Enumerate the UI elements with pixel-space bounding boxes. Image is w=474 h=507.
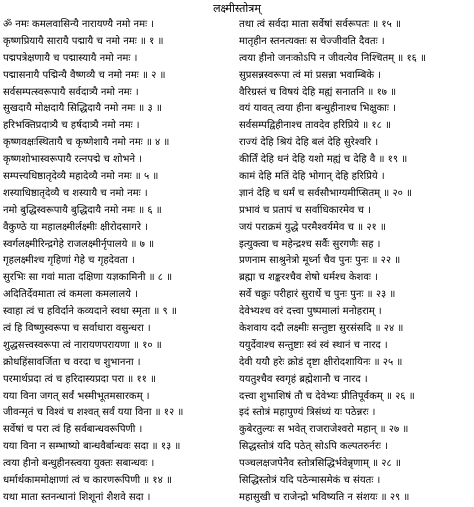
verse-line: जयं पराक्रमं युद्धे परमैश्वर्यमेव च ॥ २१ ॥ [239,221,386,233]
verse-line: केशवाय ददौ लक्ष्मीः सन्तुष्टा सुरसंसदि ॥ २४ ॥ [239,323,404,335]
verse-line: त्वं हि विष्णुस्वरूपा च सर्वाधारा वसुन्धरा । [3,323,151,335]
verse-line: सम्पत्त्यधिष्ठातृदेव्यै महादेव्यै नमो नमः ॥ ५ ॥ [3,171,159,183]
verse-line: देवी ययौ हरेः क्रोडं दृष्टा क्षीरोदशायिनः ॥ २५ ॥ [239,356,403,368]
verse-line: हरिभक्तिप्रदात्र्यै च हर्षदात्र्यै नमो नमः । [3,120,140,132]
verse-line: सिद्धिस्तोत्रं यदि पठेन्मासमेकं च संयतः । [239,475,381,487]
verse-line: देवेभ्यश्च वरं दत्त्वा पुष्पमालां मनोहराम् । [239,306,382,318]
verse-line: वैरिग्रस्तं च विषयं देहि मह्यं सनातनि ॥ १७ ॥ [239,86,397,98]
verse-line: यया विना जगत् सर्वं भस्मीभूतमसारकम् । [3,390,150,402]
verse-line: ब्रह्मा च शङ्करश्चैव शेषो धर्मश्च केशवः । [239,272,378,284]
verse-line: सिद्धस्तोत्रं यदि पठेत् सोऽपि कल्पतरुर्नरः । [239,441,388,453]
verse-line: अदितिर्देवमाता त्वं कमला कमलालये । [3,289,138,301]
verse-line: शस्याधिष्ठातृदेव्यै च शस्यायै च नमो नमः । [3,187,148,199]
verse-line: पद्मासनायै पद्मिन्यै वैष्णव्यै च नमो नमः ॥ २ ॥ [3,69,166,81]
verse-line: जीवन्मृतं च विश्वं च शश्वत् सर्वं यया विना ॥ १२ ॥ [3,407,184,419]
verse-line: शुद्धसत्त्वस्वरूपा त्वं नारायणपरायणा ॥ १० ॥ [3,339,162,351]
verse-line: कीर्तिं देहि धनं देहि यशो मह्यं च देहि वै ॥ १९ ॥ [239,154,408,166]
verse-line: त्वया हीनो बन्धुहीनस्त्वया युक्तः सबान्धवः । [3,458,155,470]
verse-line: मातृहीन स्तनत्यक्तः स चेज्जीवति दैवतः । [239,35,385,47]
verse-line: गृहलक्ष्मीश्च गृहिणां गेहे च गृहदेवता । [3,255,135,267]
verse-line: कुबेरतुल्यः स भवेत् राजराजेश्वरो महान् ॥ २७ ॥ [239,424,409,436]
verse-line: ॐ नमः कमलवासिन्यै नारायण्यै नमो नमः । [3,19,155,30]
verse-line: क्रोधहिंसावर्जिता च वरदा च शुभानना । [3,356,141,368]
verse-line: ययुर्देवाश्च सन्तुष्टाः स्वं स्वं स्थानं च नारद । [239,339,388,351]
verse-line: वैकुण्ठे या महालक्ष्मीर्लक्ष्मीः क्षीरोदसागरे । [3,221,148,233]
verse-line: इत्युक्त्वा च महेन्द्रश्च सर्वैः सुरगणैः सह । [239,238,381,250]
verse-line: कृष्णशोभास्वरूपायै रत्नपद्मे च शोभने । [3,154,142,166]
verse-line: महासुखी च राजेन्द्रो भविष्यति न संशयः ॥ २९ ॥ [239,491,410,503]
verse-line: सर्वेषां च परा त्वं हि सर्वबान्धवरूपिणी । [3,424,143,436]
verse-line: यया विना न सम्भाष्यो बान्धवैर्बान्धवः सदा ॥ १३ ॥ [3,441,181,453]
verse-line: त्वया हीनो जनःकोऽपि न जीवत्येव निश्चितम् ॥ १६ ॥ [239,52,427,64]
verse-line: पद्मपत्रेक्षणायै च पद्मास्यायै नमो नमः । [3,52,138,64]
right-column [239,17,471,507]
verse-line: सर्वे चक्रुः परीहारं सुरार्थे च पुनः पुनः ॥ २३ ॥ [239,289,396,301]
verse-line: सर्वसम्पत्स्वरूपायै सर्वदात्र्यै नमो नमः । [3,86,139,98]
verse-line: धर्मार्थकाममोक्षाणां त्वं च कारणरूपिणी ॥ १४ ॥ [3,475,172,487]
verse-line: कृष्णवक्षःस्थितायै च कृष्णेशायै नमो नमः ॥ ४ ॥ [3,137,170,149]
verse-line: सुप्रसन्नस्वरूपा त्वं मां प्रसन्ना भवाम्बिके । [239,69,382,81]
verse-line: इदं स्तोत्रं महापुण्यं त्रिसंध्यं यः पठेन्नरः । [239,407,376,419]
verse-line: तथा त्वं सर्वदा माता सर्वेषां सर्वरूपतः ॥ १५ ॥ [239,19,401,30]
verse-line: परमार्थप्रदा त्वं च हरिदास्यप्रदा परा ॥ ११ ॥ [3,373,157,385]
verse-line: सुखदायै मोक्षदायै सिद्धिदायै नमो नमः ॥ ३ ॥ [3,103,162,115]
verse-line: यथा माता स्तनन्धानां शिशूनां शैशवे सदा । [3,491,151,503]
verse-line: स्वर्गलक्ष्मीरिन्द्रगेहे राजलक्ष्मीर्नृपालये ॥ ७ ॥ [3,238,155,250]
verse-line: कृष्णप्रियायै सारायै पद्मायै च नमो नमः ॥ १ ॥ [3,35,164,47]
verse-line: कामं देहि मतिं देहि भोगान् देहि हरिप्रिये । [239,171,385,183]
verse-line: नमो बुद्धिस्वरूपायै बुद्धिदायै नमो नमः ॥ ६ ॥ [3,204,162,216]
verse-line: ययतुश्चैव स्वगृहं ब्रह्मेशानौ च नारद । [239,373,368,385]
verse-line: स्वाहा त्वं च हविर्दाने कव्यदाने स्वधा स्मृता ॥ ९ ॥ [3,306,177,318]
verse-line: ज्ञानं देहि च धर्मं च सर्वसौभाग्यमीप्सितम् ॥ २० ॥ [239,187,413,199]
left-column [3,17,235,507]
verse-line: प्रभावं च प्रतापं च सर्वाधिकारमेव च । [239,204,371,216]
verse-line: सुरभिः सा गवां माता दक्षिणा यज्ञकामिनी ॥ ८ ॥ [3,272,173,284]
verse-line: वयं यावत् त्वया हीना बन्धुहीनाश्च भिक्षुकाः । [239,103,396,115]
verse-line: प्रणनाम साश्रुनेत्रो मूर्ध्ना चैव पुनः पुनः ॥ २२ ॥ [239,255,401,267]
verse-line: राज्यं देहि श्रियं देहि बलं देहि सुरेश्वरि । [239,137,379,149]
verse-line: पञ्चलक्षजपेनैव स्तोत्रसिद्धिर्भवेन्नृणाम् ॥ २८ ॥ [239,458,401,470]
verse-line: सर्वसम्पद्विहीनाश्च तावदेव हरिप्रिये ॥ १८ ॥ [239,120,391,132]
page-title: लक्ष्मीस्तोत्रम् [213,2,261,15]
verse-line: दत्त्वा शुभाशिषं तौ च देवेभ्यः प्रीतिपूर्वकम् ॥ २६ ॥ [239,390,415,402]
